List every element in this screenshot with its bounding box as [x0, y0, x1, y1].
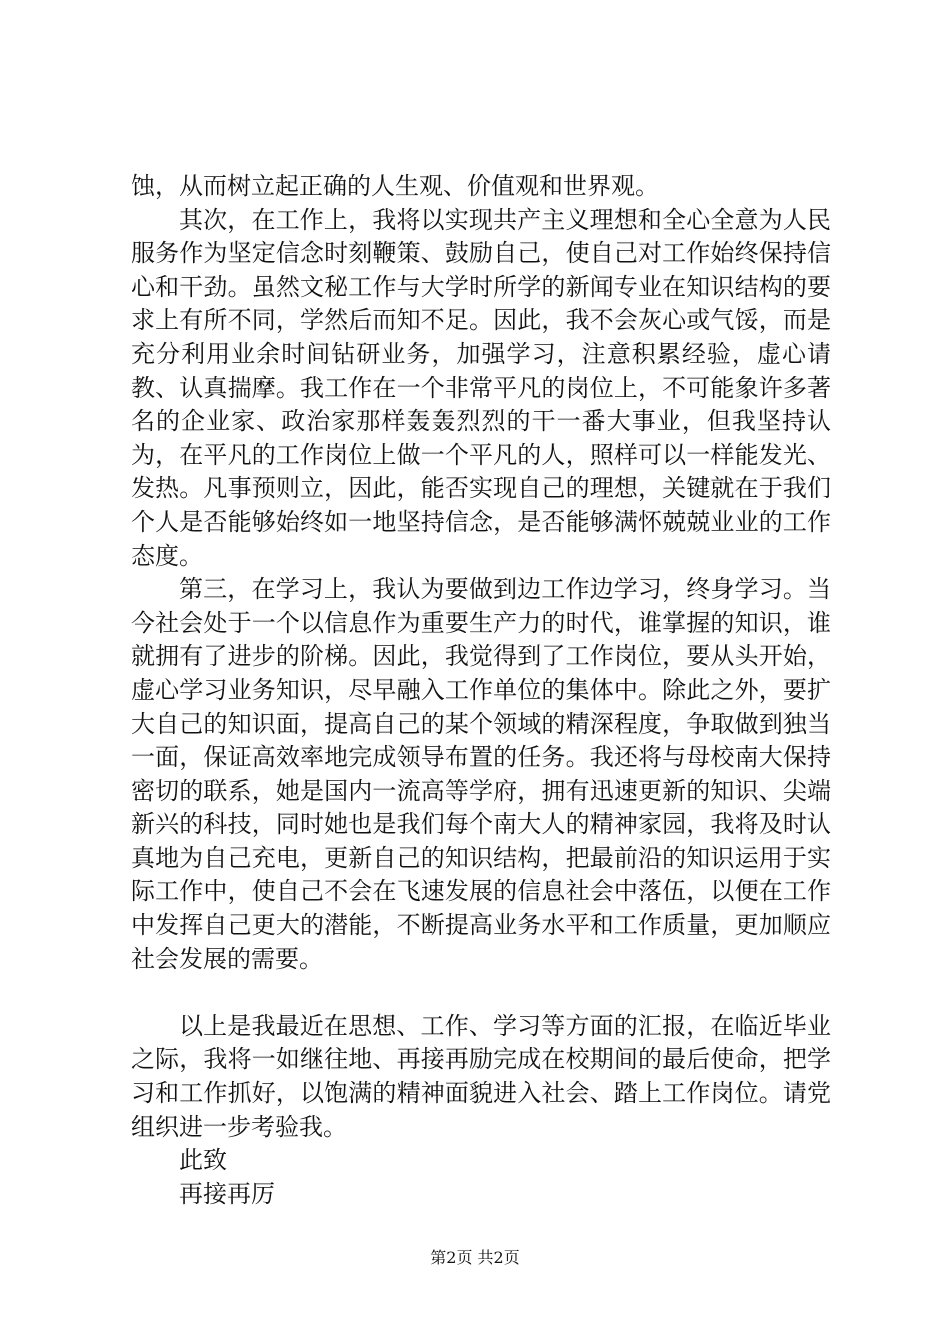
- paragraph-continuation: 蚀，从而树立起正确的人生观、价值观和世界观。: [131, 172, 659, 200]
- closing-line: 再接再厉: [179, 1179, 275, 1208]
- document-body: [131, 170, 831, 1211]
- paragraph-study: 第三，在学习上，我认为要做到边工作边学习，终身学习。当今社会处于一个以信息作为重要生产力的时代，谁掌握的知识，谁就拥有了进步的阶梯。因此，我觉得到了工作岗位，要从头开始，虚心学习业务知识，尽早融入工作单位的集体中。除此之外，要扩大自己的知识面，提高自己的某个领域的精深程度，争取做到独当一面，保证高效率地完成领导布置的任务。我还将与母校南大保持密切的联系，她是国内一流高等学府，拥有迅速更新的知识、尖端新兴的科技，同时她也是我们每个南大人的精神家园，我将及时认真地为自己充电，更新自己的知识结构，把最前沿的知识运用于实际工作中，使自己不会在飞速发展的信息社会中落伍，以便在工作中发挥自己更大的潜能，不断提高业务水平和工作质量，更加顺应社会发展的需要。: [131, 575, 831, 973]
- paragraph-gap: [131, 976, 831, 1010]
- paragraph-summary: 以上是我最近在思想、工作、学习等方面的汇报，在临近毕业之际，我将一如继往地、再接再励完成在校期间的最后使命，把学习和工作抓好，以饱满的精神面貌进入社会、踏上工作岗位。请党组织进一步考验我。: [131, 1011, 831, 1141]
- page-footer: 第2页 共2页: [430, 1248, 520, 1267]
- closing-salutation: 此致: [179, 1146, 227, 1175]
- paragraph-work: 其次，在工作上，我将以实现共产主义理想和全心全意为人民服务作为坚定信念时刻鞭策、鼓励自己，使自己对工作始终保持信心和干劲。虽然文秘工作与大学时所学的新闻专业在知识结构的要求上有所不同，学然后而知不足。因此，我不会灰心或气馁，而是充分利用业余时间钻研业务，加强学习，注意积累经验，虚心请教、认真揣摩。我工作在一个非常平凡的岗位上，不可能象许多著名的企业家、政治家那样轰轰烈烈的干一番大事业，但我坚持认为，在平凡的工作岗位上做一个平凡的人，照样可以一样能发光、发热。凡事预则立，因此，能否实现自己的理想，关键就在于我们个人是否能够始终如一地坚持信念，是否能够满怀兢兢业业的工作态度。: [131, 205, 831, 570]
